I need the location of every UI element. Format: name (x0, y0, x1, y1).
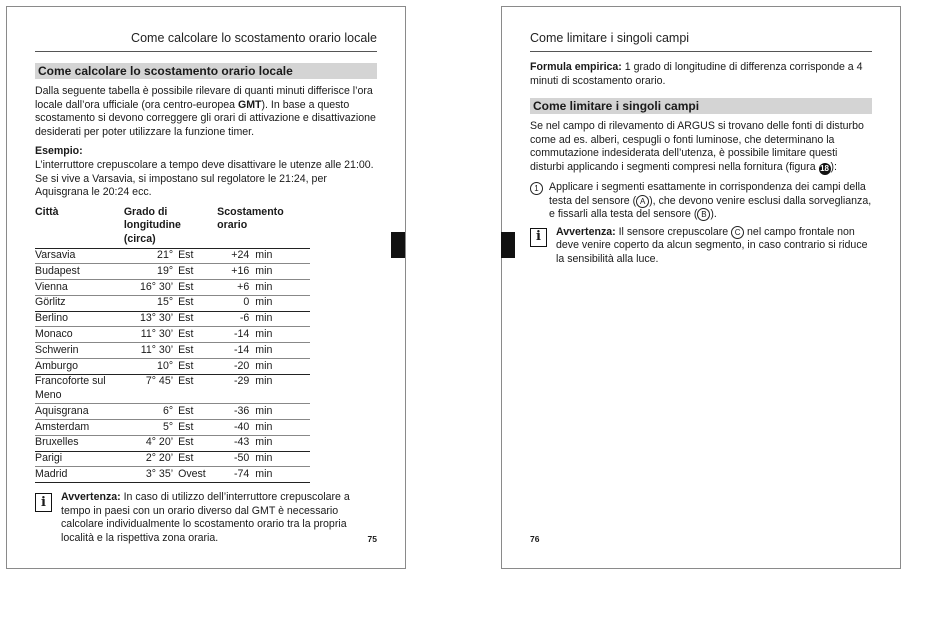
offset-value-cell: +6 (217, 280, 255, 296)
header-offset: Scostamento orario (217, 206, 310, 248)
section-heading: Come limitare i singoli campi (530, 98, 872, 114)
table-body (35, 248, 310, 483)
table-row (35, 295, 310, 311)
longitude-direction-cell: Est (178, 374, 217, 403)
header-longitude: Grado di longitudine (circa) (124, 206, 217, 248)
longitude-direction-cell: Est (178, 419, 217, 435)
longitude-degrees-cell: 15° (124, 295, 178, 311)
offset-unit-cell: min (255, 295, 310, 311)
city-cell: Parigi (35, 451, 124, 467)
formula-paragraph (530, 61, 872, 88)
offset-value-cell: 0 (217, 295, 255, 311)
offset-unit-cell: min (255, 435, 310, 451)
step-text-a: Applicare i segmenti esattamente in corrispondenza dei campi della testa del sensore ( (549, 180, 866, 207)
note-text (61, 491, 377, 545)
city-cell: Görlitz (35, 295, 124, 311)
step-text (549, 181, 872, 222)
time-offset-table (35, 206, 310, 483)
offset-value-cell: -40 (217, 419, 255, 435)
offset-unit-cell: min (255, 248, 310, 264)
offset-unit-cell: min (255, 359, 310, 375)
longitude-direction-cell: Ovest (178, 467, 217, 483)
longitude-direction-cell: Est (178, 327, 217, 343)
table-row (35, 467, 310, 483)
longitude-direction-cell: Est (178, 248, 217, 264)
callout-a: A (636, 195, 649, 208)
table-row (35, 404, 310, 420)
info-icon: i (35, 493, 52, 512)
city-cell: Amburgo (35, 359, 124, 375)
longitude-direction-cell: Est (178, 280, 217, 296)
running-header: Come limitare i singoli campi (530, 31, 690, 45)
city-cell: Schwerin (35, 343, 124, 359)
offset-value-cell: -43 (217, 435, 255, 451)
city-cell: Budapest (35, 264, 124, 280)
city-cell: Varsavia (35, 248, 124, 264)
city-cell: Madrid (35, 467, 124, 483)
offset-unit-cell: min (255, 404, 310, 420)
longitude-degrees-cell: 3° 35’ (124, 467, 178, 483)
offset-value-cell: -29 (217, 374, 255, 403)
page-76 (501, 6, 901, 569)
table-row (35, 311, 310, 327)
intro-text: Dalla seguente tabella è possibile rilevare di quanti minuti differisce l’ora locale dall’ora ufficiale (ora centro-europea (35, 85, 373, 111)
callout-c: C (731, 226, 744, 239)
table-row (35, 359, 310, 375)
offset-unit-cell: min (255, 311, 310, 327)
intro-bold: GMT (237, 98, 262, 111)
example-paragraph: L’interruttore crepuscolare a tempo deve disattivare le utenze alle 21:00. Se si vive a Varsavia, si impostano sul regolatore le 21:24, per Aquisgrana le 20:24 ecc. (35, 158, 374, 199)
longitude-degrees-cell: 11° 30’ (124, 343, 178, 359)
intro-text: Se nel campo di rilevamento di ARGUS si trovano delle fonti di disturbo come ad es. alberi, cespugli o fonti luminose, che determinano la commutazione indesiderata dell’utenza, è possibile limitare questi disturbi applicando i segmenti compresi nella fornitura (figura (530, 120, 864, 173)
formula-text: 1 grado di longitudine di differenza corrisponde a 4 minuti di scostamento orario. (530, 61, 863, 87)
page-number: 76 (530, 534, 540, 544)
longitude-direction-cell: Est (178, 359, 217, 375)
offset-unit-cell: min (255, 280, 310, 296)
intro-end: ): (830, 160, 838, 173)
longitude-degrees-cell: 2° 20’ (124, 451, 178, 467)
offset-unit-cell: min (255, 374, 310, 403)
page-75 (6, 6, 406, 569)
thumb-index-tab (501, 232, 515, 258)
offset-unit-cell: min (255, 467, 310, 483)
note-label: Avvertenza: (61, 491, 121, 504)
intro-paragraph (35, 85, 377, 139)
offset-unit-cell: min (255, 419, 310, 435)
longitude-degrees-cell: 13° 30’ (124, 311, 178, 327)
running-header: Come calcolare lo scostamento orario locale (131, 31, 377, 45)
step-text-c: ). (710, 208, 717, 221)
page-content (530, 61, 872, 267)
longitude-degrees-cell: 5° (124, 419, 178, 435)
note-body-a: Il sensore crepuscolare (615, 225, 732, 238)
table-row (35, 435, 310, 451)
offset-unit-cell: min (255, 343, 310, 359)
city-cell: Amsterdam (35, 419, 124, 435)
longitude-degrees-cell: 16° 30’ (124, 280, 178, 296)
intro-text-end: ). In base a questo scostamento si devono correggere gli orari di attivazione e disattivazione desiderati per poter utilizzare la funzione timer. (35, 98, 376, 138)
table-row (35, 248, 310, 264)
header-city: Città (35, 206, 124, 248)
city-cell: Vienna (35, 280, 124, 296)
longitude-degrees-cell: 10° (124, 359, 178, 375)
longitude-degrees-cell: 6° (124, 404, 178, 420)
offset-unit-cell: min (255, 451, 310, 467)
longitude-degrees-cell: 21° (124, 248, 178, 264)
city-cell: Berlino (35, 311, 124, 327)
longitude-direction-cell: Est (178, 404, 217, 420)
page-content (35, 63, 377, 545)
offset-unit-cell: min (255, 264, 310, 280)
longitude-direction-cell: Est (178, 295, 217, 311)
figure-ref-badge: 18 (820, 163, 829, 173)
offset-value-cell: -74 (217, 467, 255, 483)
header-divider (530, 51, 872, 52)
formula-label: Formula empirica: (530, 61, 622, 73)
thumb-index-tab (391, 232, 405, 258)
page-number: 75 (367, 534, 377, 544)
longitude-degrees-cell: 4° 20’ (124, 435, 178, 451)
table-row (35, 451, 310, 467)
note-body-b: nel campo frontale non deve venire coperto da alcun segmento, in caso contrario si riduce la sensibilità alla luce. (556, 225, 868, 265)
city-cell: Francoforte sul Meno (35, 374, 124, 403)
longitude-direction-cell: Est (178, 451, 217, 467)
warning-note (35, 491, 377, 545)
step-1 (530, 181, 872, 222)
section-heading: Come calcolare lo scostamento orario locale (35, 63, 377, 79)
step-number-badge: 1 (530, 182, 543, 195)
table-row (35, 374, 310, 403)
offset-value-cell: -6 (217, 311, 255, 327)
offset-value-cell: -36 (217, 404, 255, 420)
longitude-degrees-cell: 19° (124, 264, 178, 280)
warning-note (530, 226, 872, 267)
longitude-direction-cell: Est (178, 311, 217, 327)
note-label: Avvertenza: (556, 225, 616, 238)
example-label: Esempio: (35, 145, 83, 158)
table-row (35, 264, 310, 280)
offset-value-cell: -20 (217, 359, 255, 375)
offset-value-cell: -14 (217, 343, 255, 359)
step-text-b: ), che devono venire esclusi dalla sorveglianza, e fissarli alla testa del sensore ( (549, 194, 872, 221)
longitude-direction-cell: Est (178, 435, 217, 451)
callout-b: B (697, 208, 710, 221)
city-cell: Monaco (35, 327, 124, 343)
table-header-row (35, 206, 310, 248)
longitude-degrees-cell: 11° 30’ (124, 327, 178, 343)
intro-paragraph (530, 120, 872, 175)
table-row (35, 327, 310, 343)
offset-value-cell: +24 (217, 248, 255, 264)
header-divider (35, 51, 377, 52)
offset-unit-cell: min (255, 327, 310, 343)
table-row (35, 419, 310, 435)
table-row (35, 280, 310, 296)
longitude-direction-cell: Est (178, 343, 217, 359)
note-text (556, 226, 872, 267)
longitude-direction-cell: Est (178, 264, 217, 280)
offset-value-cell: -50 (217, 451, 255, 467)
table-row (35, 343, 310, 359)
city-cell: Aquisgrana (35, 404, 124, 420)
offset-value-cell: +16 (217, 264, 255, 280)
longitude-degrees-cell: 7° 45’ (124, 374, 178, 403)
city-cell: Bruxelles (35, 435, 124, 451)
note-body: In caso di utilizzo dell’interruttore crepuscolare a tempo in paesi con un orario diverso dal GMT è necessario calcolare individualmente lo scostamento orario tra la propria località e la rispettiva zona oraria. (61, 491, 350, 544)
offset-value-cell: -14 (217, 327, 255, 343)
info-icon: i (530, 228, 547, 247)
